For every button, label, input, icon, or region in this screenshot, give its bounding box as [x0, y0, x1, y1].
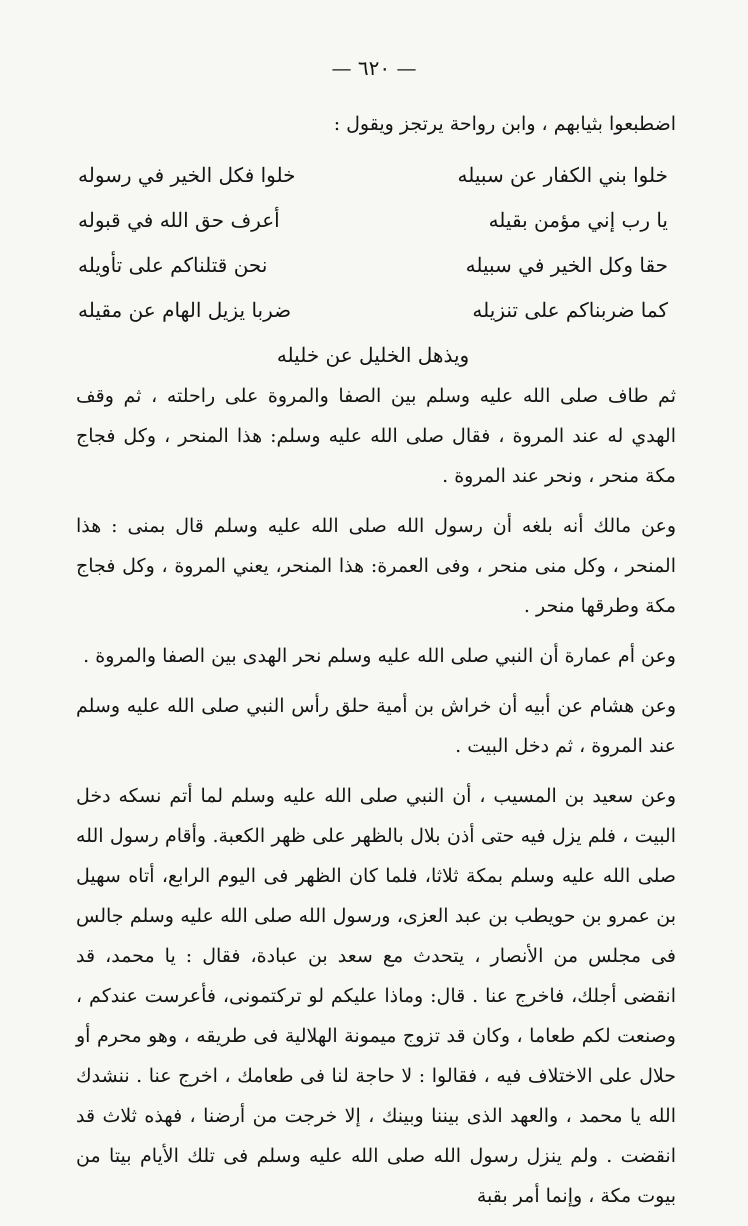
- verse-hemistich-first: كما ضربناكم على تنزيله: [472, 297, 668, 322]
- verse-hemistich-final: ويذهل الخليل عن خليله: [276, 342, 470, 367]
- body-section: [76, 376, 676, 1226]
- page-number: — ٦٢٠ —: [331, 56, 417, 80]
- paragraph: وعن سعيد بن المسيب ، أن النبي صلى الله عليه وسلم لما أتم نسكه دخل البيت ، فلم يزل فيه حتى أذن بلال بالظهر على ظهر الكعبة. وأقام رسول الله صلى الله عليه وسلم بمكة ثلاثا، فلما كان الظهر فى اليوم الرابع، أتاه سهيل بن عمرو بن حويطب بن عبد العزى، ورسول الله صلى الله عليه وسلم جالس فى مجلس من الأنصار ، يتحدث مع سعد بن عبادة، فقال : يا محمد، قد انقضى أجلك، فاخرج عنا . قال: وماذا عليكم لو تركتمونى، فأعرست عندكم ، وصنعت لكم طعاما ، وكان قد تزوج ميمونة الهلالية فى طريقه ، وهو محرم أو حلال على الاختلاف فيه ، فقالوا : لا حاجة لنا فى طعامك ، اخرج عنا . ننشدك الله يا محمد ، والعهد الذى بيننا وبينك ، إلا خرجت من أرضنا ، فهذه ثلاث قد انقضت . ولم ينزل رسول الله صلى الله عليه وسلم فى تلك الأيام بيتا من بيوت مكة ، وإنما أمر بقبة: [76, 785, 676, 1207]
- poem-verses: [78, 152, 668, 377]
- verse-hemistich-first: يا رب إني مؤمن بقيله: [488, 207, 668, 232]
- paragraph: وعن مالك أنه بلغه أن رسول الله صلى الله عليه وسلم قال بمنى : هذا المنحر ، وكل منى منحر ، وفى العمرة: هذا المنحر، يعني المروة ، وكل فجاج مكة وطرقها منحر .: [76, 515, 676, 617]
- paragraph: ثم طاف صلى الله عليه وسلم بين الصفا والمروة على راحلته ، ثم وقف الهدي له عند المروة ، فقال صلى الله عليه وسلم: هذا المنحر ، وكل فجاج مكة منحر ، ونحر عند المروة .: [76, 385, 676, 487]
- paragraph: وعن أم عمارة أن النبي صلى الله عليه وسلم نحر الهدى بين الصفا والمروة .: [83, 645, 676, 667]
- verse-row: [78, 152, 668, 197]
- verse-hemistich-first: حقا وكل الخير في سبيله: [465, 252, 668, 277]
- verse-row: [78, 242, 668, 287]
- verse-row: [78, 197, 668, 242]
- verse-row: [78, 287, 668, 332]
- intro-line: اضطبعوا بثيابهم ، وابن رواحة يرتجز ويقول :: [333, 113, 676, 135]
- verse-hemistich-second: أعرف حق الله في قبوله: [78, 207, 280, 232]
- paragraph: وعن هشام عن أبيه أن خراش بن أمية حلق رأس النبي صلى الله عليه وسلم عند المروة ، ثم دخل البيت .: [76, 695, 676, 757]
- verse-hemistich-second: ضربا يزيل الهام عن مقيله: [78, 297, 292, 322]
- verse-hemistich-second: خلوا فكل الخير في رسوله: [78, 162, 296, 187]
- verse-hemistich-second: نحن قتلناكم على تأويله: [78, 252, 268, 277]
- verse-row-final: [78, 332, 668, 377]
- verse-hemistich-first: خلوا بني الكفار عن سبيله: [457, 162, 668, 187]
